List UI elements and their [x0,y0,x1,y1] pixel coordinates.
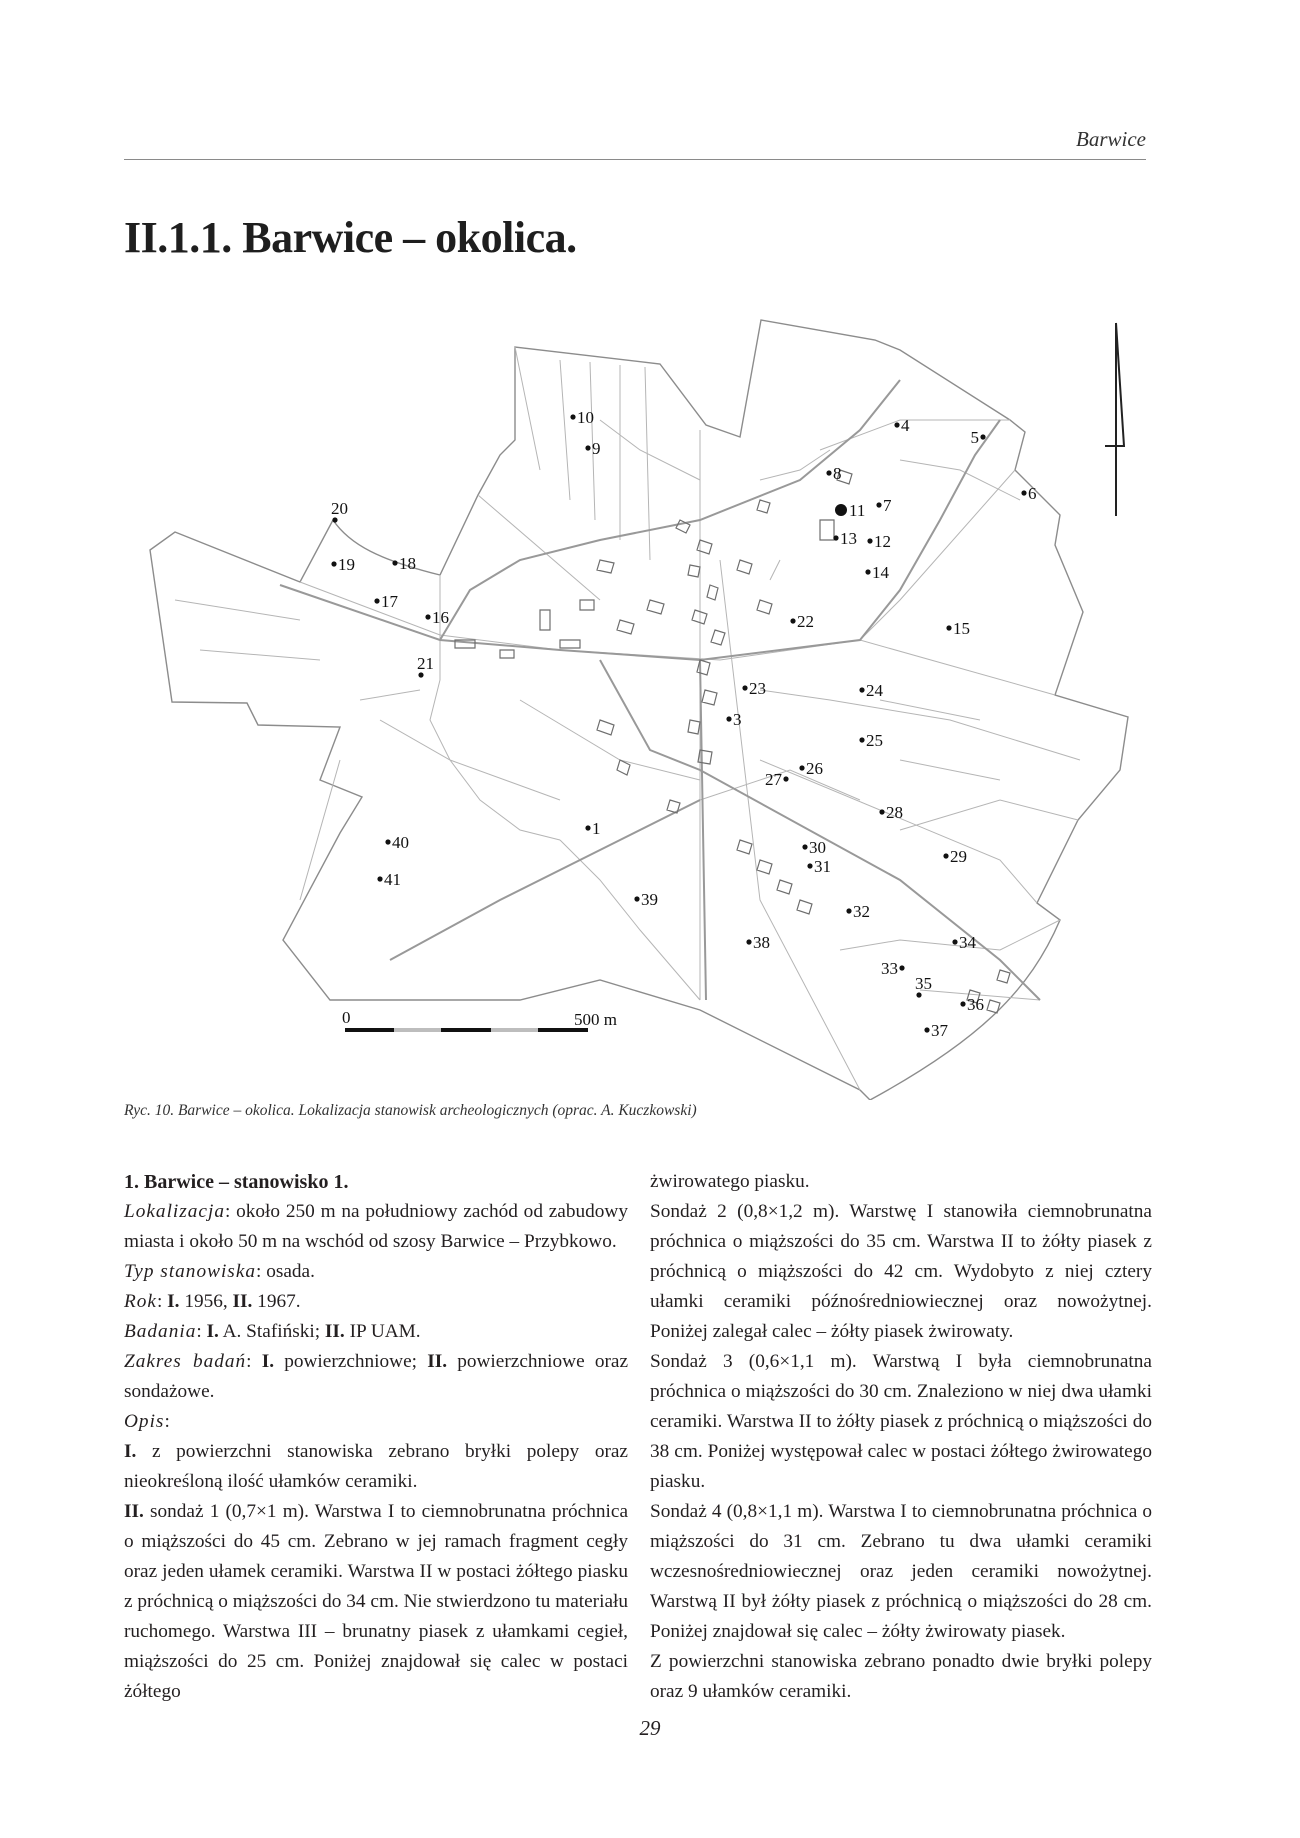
scale-segment [394,1028,441,1032]
site-marker-dot [746,939,751,944]
site-marker-dot [726,716,731,721]
site-marker-dot [876,502,881,507]
scope-label: Zakres badań [124,1351,247,1372]
site-marker-dot [924,1027,929,1032]
scale-end-label: 500 m [574,1010,617,1029]
year-marker: I. [167,1291,180,1312]
site-marker-dot [385,839,390,844]
site-number-label: 22 [797,612,814,631]
site-marker-dot [960,1001,965,1006]
site-marker-dot [952,939,957,944]
town-buildings [455,470,1010,1013]
site-number-label: 9 [592,439,601,458]
research-text: IP UAM. [344,1321,421,1342]
research-paragraph [124,1317,628,1347]
site-marker-dot [783,776,788,781]
scale-bar [342,1008,617,1032]
description-text: sondaż 1 (0,7×1 m). Warstwa I to ciemnobrunatna próchnica o miąższości do 45 cm. Zebrano w jej ramach fragment cegły oraz jeden ułamek ceramiki. Warstwa II w postaci żółtego piasku z próchnicą o miąższości do 34 cm. Nie stwierdzono tu materiału ruchomego. Warstwa III – brunatny piasek z ułamkami cegieł, miąższości do 25 cm. Poniżej znajdował się calec w postaci żółtego [124,1501,628,1702]
site-number-label: 25 [866,731,883,750]
site-number-label: 21 [417,654,434,673]
site-marker-dot [865,569,870,574]
research-text: : [196,1321,207,1342]
site-number-label: 18 [399,554,416,573]
text-column-right [650,1167,1152,1707]
site-number-label: 29 [950,847,967,866]
site-marker-dot [846,908,851,913]
scope-text: powierzchniowe; [274,1351,428,1372]
site-marker-dot [867,538,872,543]
site-number-label: 41 [384,870,401,889]
site-number-label: 11 [849,501,866,520]
site-marker-dot [859,737,864,742]
research-marker: I. [206,1321,219,1342]
site-number-label: 6 [1028,484,1037,503]
site-marker-dot [916,992,921,997]
site-marker-dot [585,445,590,450]
site-number-label: 31 [814,857,831,876]
paragraph: Sondaż 2 (0,8×1,2 m). Warstwę I stanowiła ciemnobrunatna próchnica o miąższości do 35 cm. Warstwa II to żółty piasek z próchnicą o miąższości do 42 cm. Wydobyto z niej cztery ułamki ceramiki późnośredniowiecznej oraz nowożytnej. Poniżej zalegał calec – żółty piasek żwirowaty. [650,1201,1152,1342]
description-marker: I. [124,1441,137,1462]
scope-text: powierzchniowe oraz sondażowe. [124,1351,628,1402]
site-number-label: 1 [592,819,601,838]
description-text: z powierzchni stanowiska zebrano bryłki polepy oraz nieokreśloną ilość ułamków ceramiki. [124,1441,628,1492]
research-text: A. Stafiński; [218,1321,325,1342]
site-number-label: 4 [901,416,910,435]
map-parcels [175,347,1080,1090]
site-marker-dot [980,434,985,439]
scale-segment [491,1028,538,1032]
north-arrow-icon [1105,323,1124,516]
scope-marker: II. [427,1351,448,1372]
site-number-label: 39 [641,890,658,909]
site-type-text: : osada. [256,1261,315,1282]
site-marker-dot [570,414,575,419]
site-number-label: 28 [886,803,903,822]
site-marker-dot [859,687,864,692]
localization-label: Lokalizacja [124,1201,225,1222]
description-colon: : [164,1411,170,1432]
site-number-label: 20 [331,499,348,518]
site-marker-dot [899,965,904,970]
site-number-label: 36 [967,995,984,1014]
year-text: 1967. [252,1291,301,1312]
site-marker-dot [374,598,379,603]
site-number-label: 19 [338,555,355,574]
site-number-label: 24 [866,681,883,700]
scope-paragraph [124,1347,628,1407]
site-number-label: 17 [381,592,398,611]
localization-text: : około 250 m na południowy zachód od zabudowy miasta i około 50 m na wschód od szosy Barwice – Przybkowo. [124,1201,628,1252]
site-number-label: 34 [959,933,976,952]
scale-segment [441,1028,491,1032]
site-number-label: 26 [806,759,823,778]
paragraph: Z powierzchni stanowiska zebrano ponadto dwie bryłki polepy oraz 9 ułamków ceramiki. [650,1651,1152,1702]
site-number-label: 10 [577,408,594,427]
site-marker-dot [585,825,590,830]
site-marker-dot [418,672,423,677]
description-label: Opis [124,1411,165,1432]
paragraph: Sondaż 4 (0,8×1,1 m). Warstwa I to ciemnobrunatna próchnica o miąższości do 31 cm. Zebrano tu dwa ułamki ceramiki wczesnośredniowiecznej oraz jeden ceramiki nowożytnej. Warstwą II był żółty piasek z próchnicą o miąższości do 28 cm. Poniżej znajdował się calec – żółty żwirowaty piasek. [650,1501,1152,1642]
section-title: II.1.1. Barwice – okolica. [124,213,577,262]
site-number-label: 37 [931,1021,948,1040]
site-number-label: 14 [872,563,889,582]
year-label: Rok [124,1291,157,1312]
site-marker-dot [894,422,899,427]
paragraph: żwirowatego piasku. [650,1171,810,1192]
year-text: 1956, [179,1291,233,1312]
site-type-paragraph [124,1257,628,1287]
site-marker-dot [1021,490,1026,495]
site-marker-dot [879,809,884,814]
site-marker-dot [634,896,639,901]
description-heading [124,1407,628,1437]
site-number-label: 3 [733,710,742,729]
site-number-label: 7 [883,496,892,515]
paragraph: Sondaż 3 (0,6×1,1 m). Warstwą I była ciemnobrunatna próchnica o miąższości do 30 cm. Znaleziono w niej dwa ułamki ceramiki. Warstwa II to żółty piasek z próchnicą o miąższości do 38 cm. Poniżej występował calec w postaci żółtego żwirowatego piasku. [650,1351,1152,1492]
site-marker-dot [833,535,838,540]
site-number-label: 5 [970,428,979,447]
site-number-label: 32 [853,902,870,921]
site-marker-dot [742,685,747,690]
site-number-label: 35 [915,974,932,993]
scale-start-label: 0 [342,1008,351,1027]
site-marker-dot [377,876,382,881]
site-marker-dot [790,618,795,623]
site-marker-dot [807,863,812,868]
site-marker-dot [331,561,336,566]
description-marker: II. [124,1501,144,1522]
research-label: Badania [124,1321,197,1342]
running-head: Barwice [1076,127,1146,151]
site-number-label: 38 [753,933,770,952]
site-number-label: 33 [881,959,898,978]
site-marker-dot [946,625,951,630]
site-marker-dot [799,765,804,770]
year-paragraph [124,1287,628,1317]
scope-text: : [246,1351,262,1372]
description-I [124,1437,628,1497]
site-number-label: 40 [392,833,409,852]
year-text: : [156,1291,168,1312]
site-number-label: 30 [809,838,826,857]
site-number-label: 23 [749,679,766,698]
site-number-label: 15 [953,619,970,638]
scope-marker: I. [261,1351,275,1372]
page-number: 29 [639,1716,661,1740]
site-heading: 1. Barwice – stanowisko 1. [124,1171,349,1193]
site-number-label: 16 [432,608,449,627]
scale-segment [345,1028,394,1032]
site-number-label: 13 [840,529,857,548]
site-marker-dot [392,560,397,565]
year-marker: II. [232,1291,253,1312]
localization-paragraph [124,1197,628,1257]
description-II [124,1497,628,1707]
text-column-left [124,1167,628,1707]
site-number-label: 27 [765,770,782,789]
site-number-label: 12 [874,532,891,551]
site-marker-dot [943,853,948,858]
site-marker-dot [425,614,430,619]
map-roads [280,380,1040,1000]
research-marker: II. [324,1321,345,1342]
site-type-label: Typ stanowiska [124,1261,257,1282]
figure-caption: Ryc. 10. Barwice – okolica. Lokalizacja stanowisk archeologicznych (oprac. A. Kuczkowski) [124,1102,697,1119]
site-marker-dot [332,517,337,522]
site-marker-dot [802,844,807,849]
site-markers [331,408,1037,1040]
site-marker-dot [835,504,847,516]
site-number-label: 8 [833,464,842,483]
site-marker-dot [826,470,831,475]
